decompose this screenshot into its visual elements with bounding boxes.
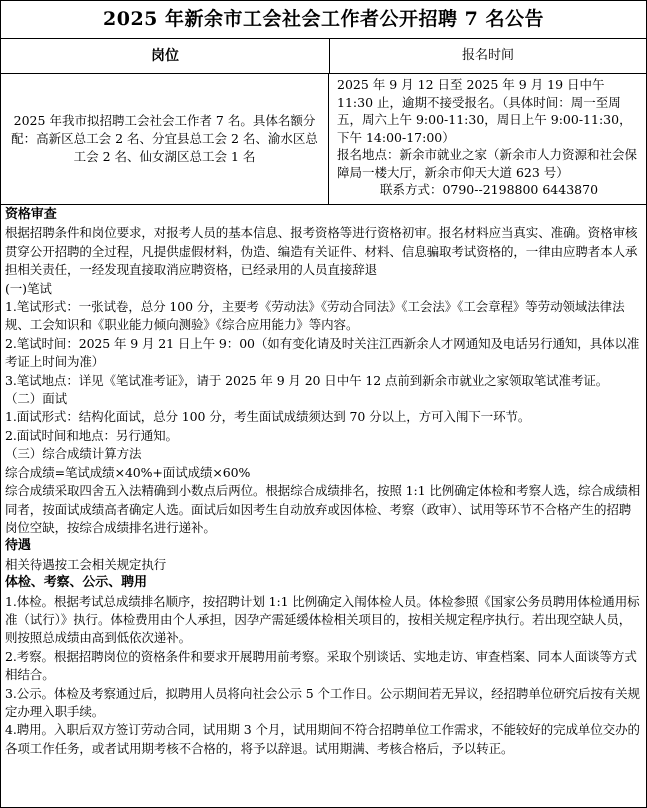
written-exam-form: 1.笔试形式：一张试卷，总分 100 分，主要考《劳动法》《劳动合同法》《工会法》《工会章程》等劳动领域法律法规、工会知识和《职业能力倾向测验》《综合应用能力》等内容。 xyxy=(5,299,625,333)
process-hiring: 4.聘用。入职后双方签订劳动合同，试用期 3 个月，试用期间不符合招聘单位工作需求，不能较好的完成单位交办的各项工作任务，或者试用期考核不合格的，将予以辞退。试用期满、考核合格后，予以转正。 xyxy=(5,722,640,756)
written-exam-heading: (一)笔试 xyxy=(5,280,52,296)
table-data-row xyxy=(1,74,646,205)
treatment-heading: 待遇 xyxy=(5,538,31,554)
process-heading: 体检、考察、公示、聘用 xyxy=(5,575,147,591)
registration-location-text: 报名地点：新余市就业之家（新余市人力资源和社会保障局一楼大厅，新余市仰天大道 623 号） xyxy=(337,147,638,180)
qualification-heading: 资格审查 xyxy=(5,207,57,222)
registration-contact-text: 联系方式：0790--2198800 6443870 xyxy=(379,182,599,197)
registration-time-text: 2025 年 9 月 12 日至 2025 年 9 月 19 日中午 11:30 止，逾期不接受报名。（具体时间：周一至周五，周六上午 9:00-11:30，周日上午 9:00-11:30，下午 14:00-17:00） xyxy=(337,77,632,145)
interview-form: 1.面试形式：结构化面试，总分 100 分，考生面试成绩须达到 70 分以上，方可入闱下一环节。 xyxy=(5,409,531,425)
process-medical-exam: 1.体检。根据考试总成绩排名顺序，按招聘计划 1:1 比例确定入闱体检人员。体检参照《国家公务员聘用体检通用标准（试行）》执行。体检费用由个人承担，因孕产需延缓体检相关项目的，按相关规定程序执行。若出现空缺人员，则按照总成绩由高到低依次递补。 xyxy=(5,593,640,646)
written-exam-time: 2.笔试时间：2025 年 9 月 21 日上午 9：00（如有变化请及时关注江西新余人才网通知及电话另行通知，具体以准考证上时间为准） xyxy=(5,335,640,370)
interview-heading: （二）面试 xyxy=(5,391,68,407)
interview-time: 2.面试时间和地点：另行通知。 xyxy=(5,427,178,443)
score-formula: 综合成绩=笔试成绩×40%+面试成绩×60% xyxy=(5,464,251,480)
score-heading: （三）综合成绩计算方法 xyxy=(5,446,142,462)
positions-cell xyxy=(1,74,329,204)
document-title: 2025 年新余市工会社会工作者公开招聘 7 名公告 xyxy=(1,1,646,39)
process-publicity: 3.公示。体检及考察通过后，拟聘用人员将向社会公示 5 个工作日。公示期间若无异议，经招聘单位研究后按有关规定办理入职手续。 xyxy=(5,685,640,719)
score-text: 综合成绩采取四舍五入法精确到小数点后两位。根据综合成绩排名，按照 1:1 比例确定体检和考察人选，综合成绩相同者，按面试成绩高者确定人选。面试后如因考生自动放弃或因体检、考察（政审）、试用等环节不合格产生的招聘岗位空缺，按综合成绩排名进行递补。 xyxy=(5,483,641,535)
announcement-body xyxy=(1,205,646,758)
process-inspection: 2.考察。根据招聘岗位的资格条件和要求开展聘用前考察。采取个别谈话、实地走访、审查档案、同本人面谈等方式相结合。 xyxy=(5,648,637,683)
qualification-text: 根据招聘条件和岗位要求，对报考人员的基本信息、报考资格等进行资格初审。报名材料应当真实、准确。资格审核贯穿公开招聘的全过程，凡提供虚假材料，伪造、编造有关证件、材料、信息骗取考试资格的，一律由应聘者本人承担相关责任，一经发现直接取消应聘资格，已经录用的人员直接辞退 xyxy=(5,225,638,278)
treatment-text: 相关待遇按工会相关规定执行 xyxy=(5,556,167,572)
written-exam-place: 3.笔试地点：详见《笔试准考证》，请于 2025 年 9 月 20 日中午 12 点前到新余市就业之家领取笔试准考证。 xyxy=(5,372,609,388)
table-header-row xyxy=(1,39,646,74)
header-position: 岗位 xyxy=(1,39,330,73)
registration-cell xyxy=(329,74,646,204)
positions-text: 2025 年我市拟招聘工会社会工作者 7 名。具体名额分配：高新区总工会 2 名、分宜县总工会 2 名、渝水区总工会 2 名、仙女湖区总工会 1 名 xyxy=(11,113,318,164)
header-registration-time: 报名时间 xyxy=(461,48,514,63)
